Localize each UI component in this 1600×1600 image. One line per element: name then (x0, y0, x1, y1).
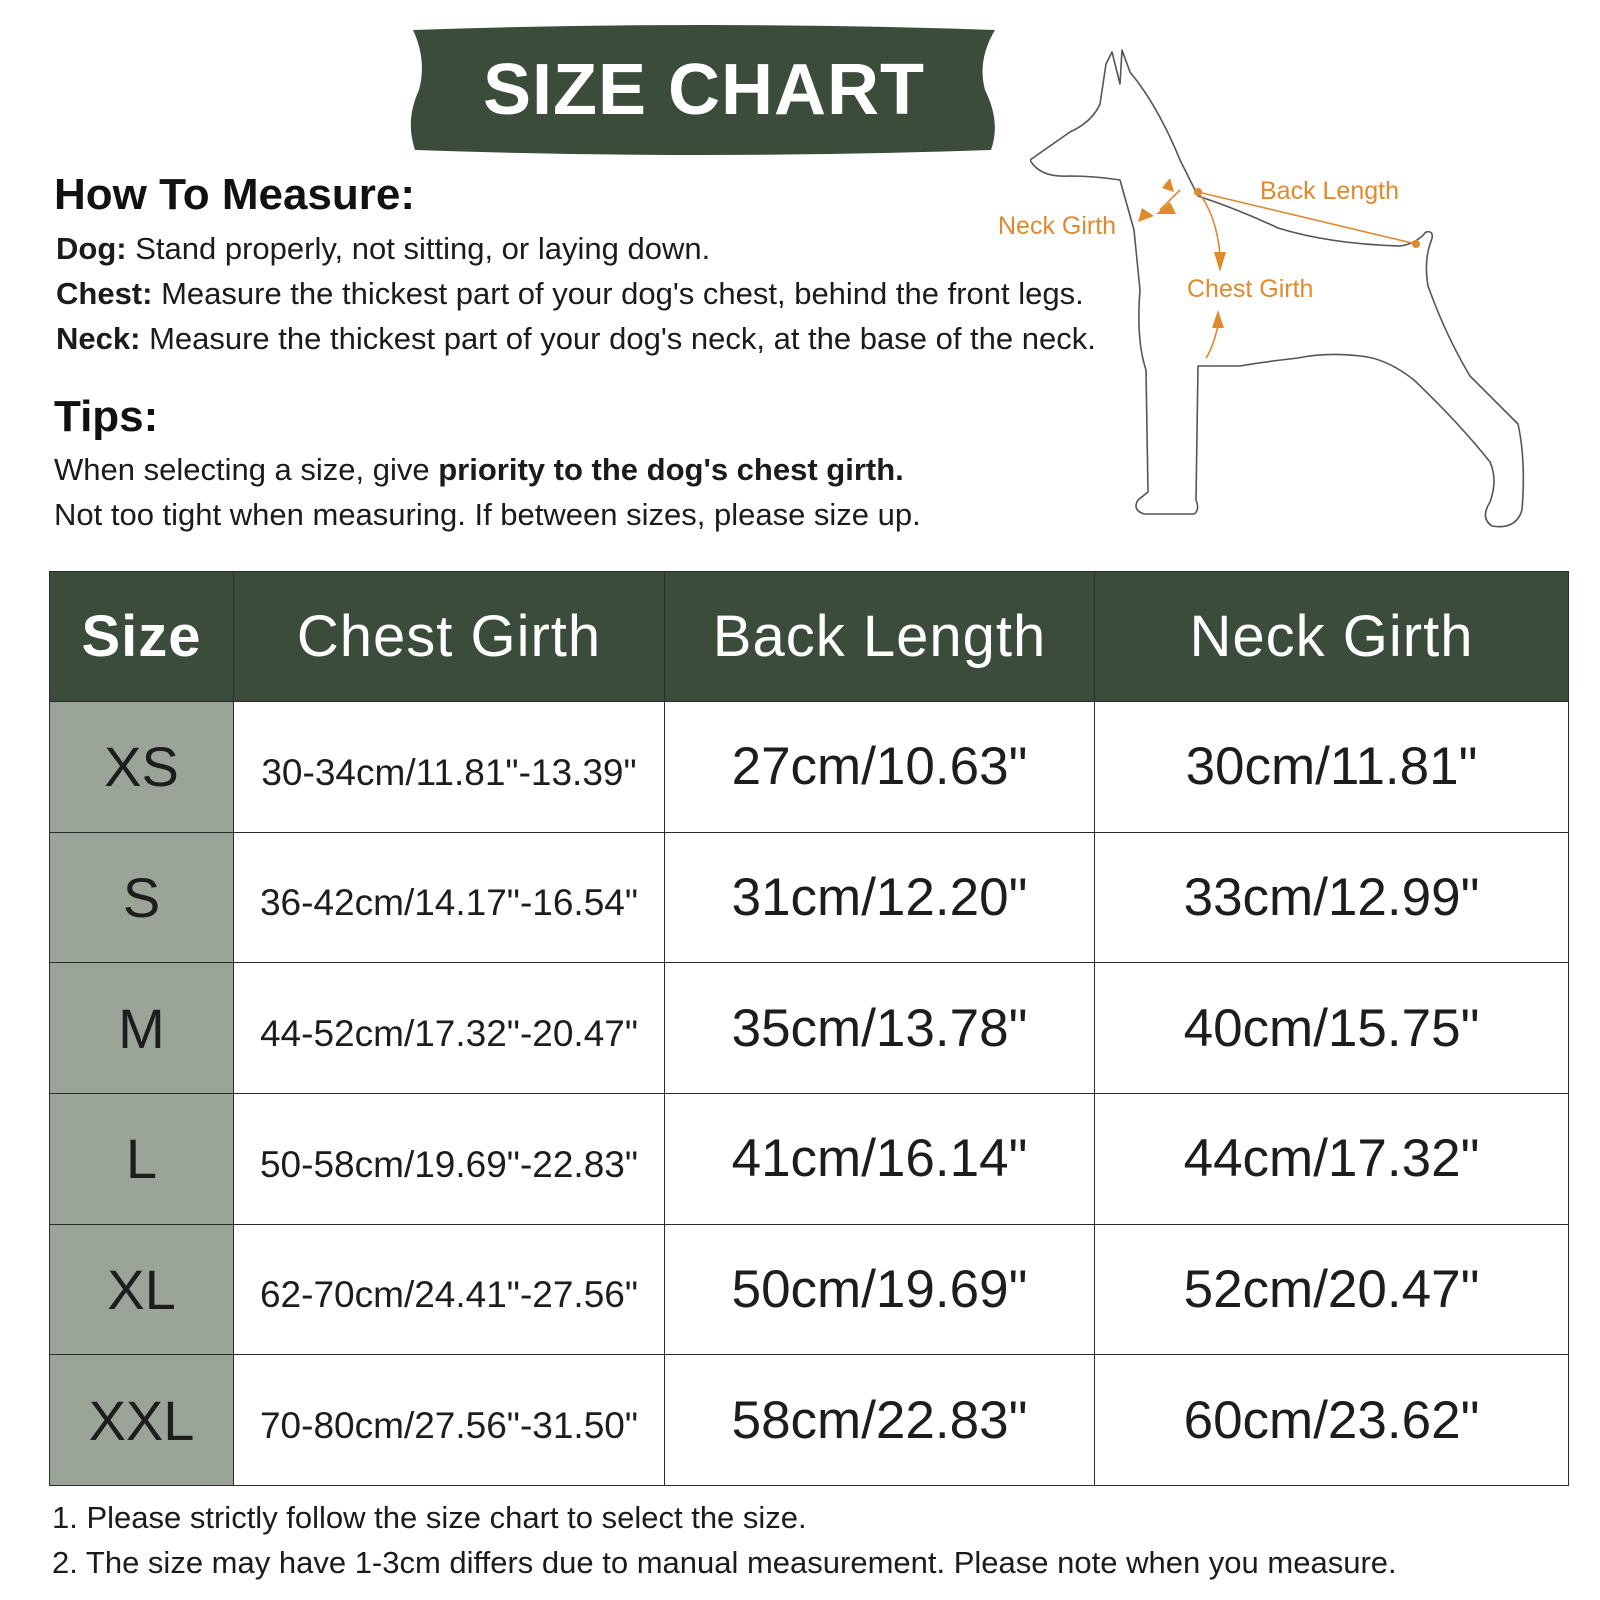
neck-text: Measure the thickest part of your dog's neck, at the base of the neck. (149, 321, 1096, 356)
table-row (50, 1355, 1569, 1486)
page-title: SIZE CHART (483, 50, 925, 130)
back-length-cell: 58cm/22.83" (665, 1355, 1095, 1486)
chest-girth-cell: 36-42cm/14.17"-16.54" (234, 832, 665, 963)
chest-text: Measure the thickest part of your dog's chest, behind the front legs. (161, 276, 1084, 311)
table-row (50, 832, 1569, 963)
tip-line-1-prefix: When selecting a size, give (54, 452, 439, 487)
table-row (50, 1224, 1569, 1355)
header-neck-girth: Neck Girth (1095, 572, 1569, 702)
back-length-cell: 41cm/16.14" (665, 1093, 1095, 1224)
tip-line-1-bold: priority to the dog's chest girth. (438, 452, 904, 487)
neck-instruction (56, 321, 1096, 357)
tip-line-1 (54, 452, 904, 488)
title-banner (405, 24, 1003, 156)
size-table (49, 571, 1569, 1486)
back-length-cell: 50cm/19.69" (665, 1224, 1095, 1355)
header-back-length: Back Length (665, 572, 1095, 702)
neck-girth-cell: 33cm/12.99" (1095, 832, 1569, 963)
table-row (50, 1093, 1569, 1224)
neck-girth-cell: 40cm/15.75" (1095, 963, 1569, 1094)
dog-instruction (56, 231, 710, 267)
size-cell: XL (50, 1224, 234, 1355)
neck-girth-cell: 30cm/11.81" (1095, 702, 1569, 833)
table-header-row (50, 572, 1569, 702)
chest-girth-cell: 62-70cm/24.41"-27.56" (234, 1224, 665, 1355)
chest-girth-label: Chest Girth (1187, 275, 1314, 303)
dog-measurement-diagram (998, 40, 1590, 550)
tips-heading: Tips: (54, 392, 159, 441)
how-to-heading: How To Measure: (54, 170, 416, 219)
note-1: 1. Please strictly follow the size chart to select the size. (52, 1500, 807, 1535)
chest-girth-cell: 30-34cm/11.81"-13.39" (234, 702, 665, 833)
neck-girth-cell: 44cm/17.32" (1095, 1093, 1569, 1224)
table-row (50, 702, 1569, 833)
size-cell: M (50, 963, 234, 1094)
header-chest-girth: Chest Girth (234, 572, 665, 702)
dog-text: Stand properly, not sitting, or laying down. (135, 231, 711, 266)
dog-label: Dog: (56, 231, 127, 266)
chest-label: Chest: (56, 276, 153, 311)
size-cell: XXL (50, 1355, 234, 1486)
back-length-cell: 31cm/12.20" (665, 832, 1095, 963)
tip-line-2: Not too tight when measuring. If between sizes, please size up. (54, 497, 921, 532)
back-length-cell: 35cm/13.78" (665, 963, 1095, 1094)
chest-girth-cell: 50-58cm/19.69"-22.83" (234, 1093, 665, 1224)
chest-girth-cell: 70-80cm/27.56"-31.50" (234, 1355, 665, 1486)
header-size: Size (50, 572, 234, 702)
neck-girth-cell: 60cm/23.62" (1095, 1355, 1569, 1486)
size-cell: L (50, 1093, 234, 1224)
back-length-label: Back Length (1260, 177, 1399, 205)
table-row (50, 963, 1569, 1094)
size-cell: S (50, 832, 234, 963)
chest-girth-cell: 44-52cm/17.32"-20.47" (234, 963, 665, 1094)
size-cell: XS (50, 702, 234, 833)
back-length-cell: 27cm/10.63" (665, 702, 1095, 833)
neck-label: Neck: (56, 321, 141, 356)
neck-girth-label: Neck Girth (998, 212, 1117, 240)
chest-instruction (56, 276, 1084, 312)
note-2: 2. The size may have 1-3cm differs due to manual measurement. Please note when you measure. (52, 1545, 1397, 1580)
neck-girth-cell: 52cm/20.47" (1095, 1224, 1569, 1355)
